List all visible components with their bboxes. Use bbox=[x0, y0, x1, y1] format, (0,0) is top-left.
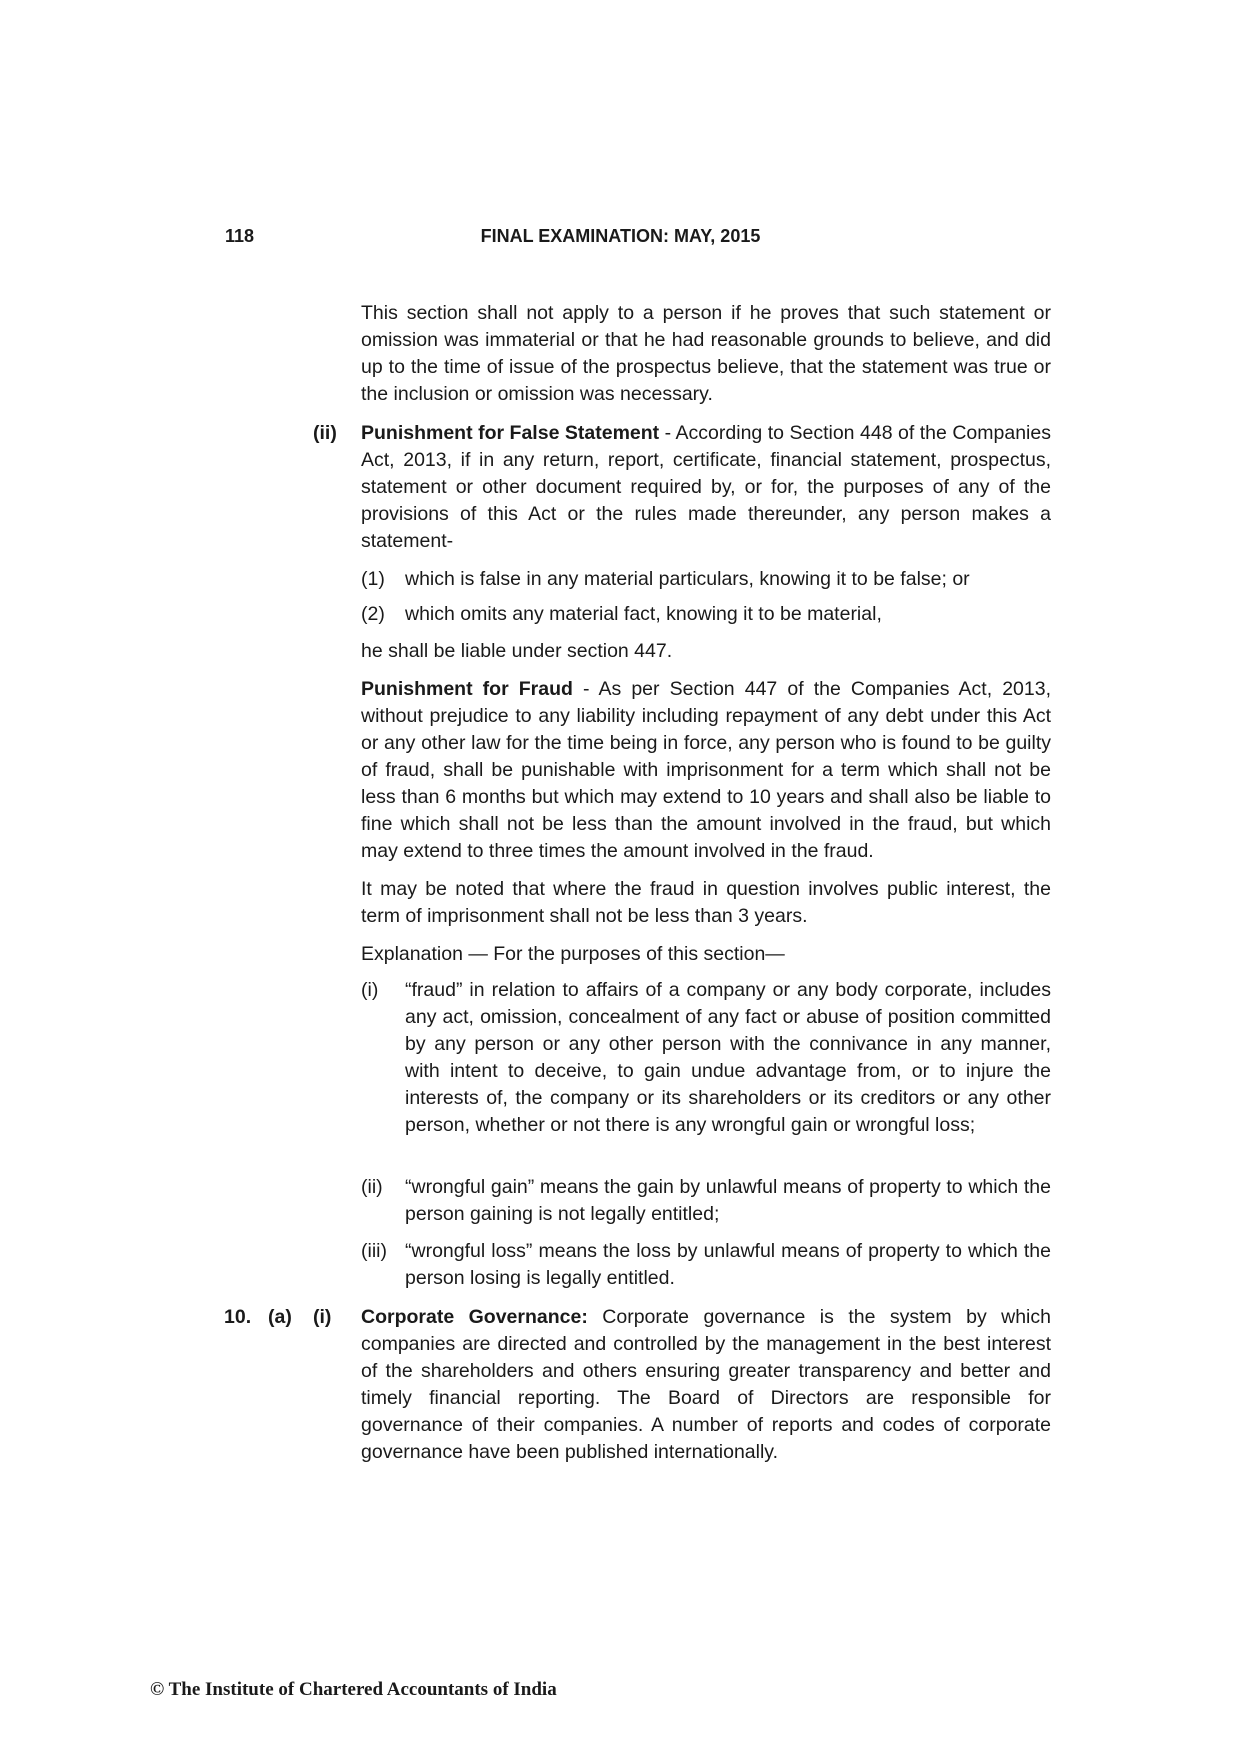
running-header: FINAL EXAMINATION: MAY, 2015 bbox=[480, 226, 761, 246]
fraud-note bbox=[361, 876, 1051, 930]
corporate-governance-paragraph bbox=[361, 1304, 1051, 1466]
definition-1-text: “fraud” in relation to affairs of a company or any body corporate, includes any act, omission, concealment of any fact or abuse of position committed by any person or any other person with the connivance in any manner, with intent to deceive, to gain undue advantage from, or to injure the interests of, the company or its shareholders or its creditors or any other person, whether or not there is any wrongful gain or wrongful loss; bbox=[405, 979, 1051, 1136]
section-ii-item-1-num: (1) bbox=[361, 568, 385, 590]
question-part: (a) bbox=[268, 1306, 292, 1328]
section-ii-heading: Punishment for False Statement bbox=[361, 422, 660, 444]
section-ii-paragraph bbox=[361, 420, 1051, 555]
intro-text: This section shall not apply to a person if he proves that such statement or omission was immaterial or that he had reasonable grounds to believe, and did up to the time of issue of the prospectus believe, that the statement was true or the inclusion or omission was necessary. bbox=[361, 302, 1051, 405]
definition-2-num: (ii) bbox=[361, 1176, 383, 1198]
section-ii-closing-text: he shall be liable under section 447. bbox=[361, 640, 673, 662]
section-ii-text: - According to Section 448 of the Companies Act, 2013, if in any return, report, certificate, financial statement, prospectus, statement or other document required by, or for, the purposes of any of the provisions of this Act or the rules made thereunder, any person makes a statement- bbox=[361, 422, 1051, 552]
fraud-explanation bbox=[361, 941, 1051, 968]
section-ii-closing bbox=[361, 638, 1051, 665]
page-number: 118 bbox=[225, 226, 255, 246]
question-number: 10. bbox=[224, 1306, 252, 1328]
definition-1-num: (i) bbox=[361, 979, 379, 1001]
section-ii-item-2-num: (2) bbox=[361, 603, 385, 625]
section-ii-label: (ii) bbox=[313, 422, 337, 444]
question-sub: (i) bbox=[313, 1306, 332, 1328]
definition-3-text: “wrongful loss” means the loss by unlawful means of property to which the person losing is legally entitled. bbox=[405, 1240, 1051, 1289]
corporate-governance-heading: Corporate Governance: bbox=[361, 1306, 588, 1328]
definition-2-text: “wrongful gain” means the gain by unlawful means of property to which the person gaining is not legally entitled; bbox=[405, 1176, 1051, 1225]
fraud-text: - As per Section 447 of the Companies Act, 2013, without prejudice to any liability including repayment of any debt under this Act or any other law for the time being in force, any person who is found to be guilty of fraud, shall be punishable with imprisonment for a term which shall not be less than 6 months but which may extend to 10 years and shall also be liable to fine which shall not be less than the amount involved in the fraud, but which may extend to three times the amount involved in the fraud. bbox=[361, 678, 1051, 862]
fraud-explanation-text: Explanation — For the purposes of this section— bbox=[361, 943, 785, 965]
fraud-paragraph bbox=[361, 676, 1051, 865]
section-ii-item-2-text: which omits any material fact, knowing it to be material, bbox=[405, 603, 882, 625]
fraud-note-text: It may be noted that where the fraud in question involves public interest, the term of imprisonment shall not be less than 3 years. bbox=[361, 878, 1051, 927]
intro-paragraph bbox=[361, 300, 1051, 408]
section-ii-item-1-text: which is false in any material particulars, knowing it to be false; or bbox=[405, 568, 970, 590]
footer-copyright: © The Institute of Chartered Accountants of India bbox=[150, 1679, 557, 1700]
corporate-governance-text: Corporate governance is the system by which companies are directed and controlled by the management in the best interest of the shareholders and others ensuring greater transparency and better and timely financial reporting. The Board of Directors are responsible for governance of their companies. A number of reports and codes of corporate governance have been published internationally. bbox=[361, 1306, 1051, 1463]
fraud-heading: Punishment for Fraud bbox=[361, 678, 573, 700]
definition-3-num: (iii) bbox=[361, 1240, 387, 1262]
